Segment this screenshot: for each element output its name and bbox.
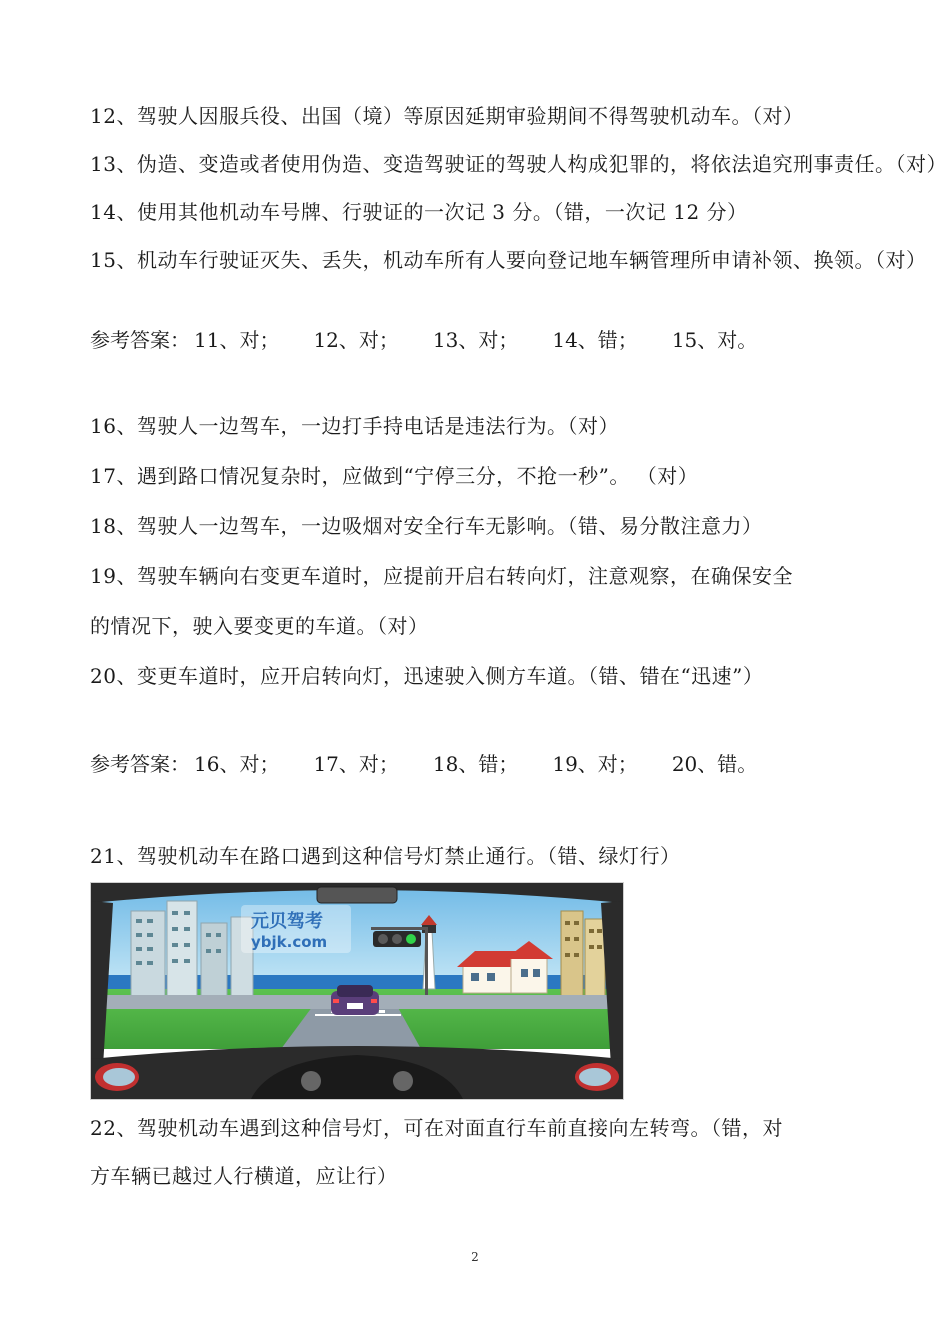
question-15: 15、机动车行驶证灭失、丢失，机动车所有人要向登记地车辆管理所申请补领、换领。（对） bbox=[90, 248, 927, 272]
side-mirror-right bbox=[575, 1063, 619, 1091]
question-19-line-1: 19、驾驶车辆向右变更车道时，应提前开启右转向灯，注意观察，在确保安全 bbox=[90, 564, 793, 588]
car-ahead bbox=[331, 985, 379, 1015]
answer-item: 12、对； bbox=[313, 328, 399, 352]
question-22-line-2: 方车辆已越过人行横道，应让行） bbox=[90, 1164, 398, 1188]
watermark-logo bbox=[241, 905, 351, 953]
question-14: 14、使用其他机动车号牌、行驶证的一次记 3 分。（错，一次记 12 分） bbox=[90, 200, 748, 224]
gauge-left bbox=[301, 1071, 321, 1091]
question-12: 12、驾驶人因服兵役、出国（境）等原因延期审验期间不得驾驶机动车。（对） bbox=[90, 104, 804, 128]
gauge-right bbox=[393, 1071, 413, 1091]
svg-text:元贝驾考: 元贝驾考 bbox=[251, 911, 323, 932]
answer-item: 11、对； bbox=[194, 328, 280, 352]
buildings-right bbox=[561, 911, 605, 1001]
question-13: 13、伪造、变造或者使用伪造、变造驾驶证的驾驶人构成犯罪的，将依法追究刑事责任。（对） bbox=[90, 152, 947, 176]
question-20: 20、变更车道时，应开启转向灯，迅速驶入侧方车道。（错、错在“迅速”） bbox=[90, 664, 764, 688]
answer-item: 20、错。 bbox=[671, 752, 758, 776]
answer-key-16-20 bbox=[90, 752, 870, 776]
question-21: 21、驾驶机动车在路口遇到这种信号灯禁止通行。（错、绿灯行） bbox=[90, 844, 681, 868]
answer-item: 19、对； bbox=[552, 752, 638, 776]
answer-item: 16、对； bbox=[194, 752, 280, 776]
traffic-signal-illustration bbox=[90, 882, 624, 1100]
answer-item: 18、错； bbox=[432, 752, 519, 776]
answer-item: 13、对； bbox=[432, 328, 519, 352]
question-19-line-2: 的情况下，驶入要变更的车道。（对） bbox=[90, 614, 429, 638]
question-18: 18、驾驶人一边驾车，一边吸烟对安全行车无影响。（错、易分散注意力） bbox=[90, 514, 763, 538]
answer-item: 17、对； bbox=[313, 752, 399, 776]
svg-text:ybjk.com: ybjk.com bbox=[251, 933, 328, 951]
question-22-line-1: 22、驾驶机动车遇到这种信号灯，可在对面直行车前直接向左转弯。（错，对 bbox=[90, 1116, 783, 1140]
answer-item: 14、错； bbox=[552, 328, 638, 352]
driver-view-scene bbox=[91, 883, 623, 1099]
answer-item: 15、对。 bbox=[671, 328, 758, 352]
answer-key-11-15 bbox=[90, 328, 870, 352]
question-17: 17、遇到路口情况复杂时，应做到“宁停三分，不抢一秒”。 （对） bbox=[90, 464, 699, 488]
question-16: 16、驾驶人一边驾车，一边打手持电话是违法行为。（对） bbox=[90, 414, 619, 438]
side-mirror-left bbox=[95, 1063, 139, 1091]
page-number: 2 bbox=[471, 1250, 479, 1264]
answer-key-label: 参考答案： bbox=[90, 752, 190, 776]
answer-key-label: 参考答案： bbox=[90, 328, 190, 352]
rearview-mirror bbox=[317, 887, 397, 903]
